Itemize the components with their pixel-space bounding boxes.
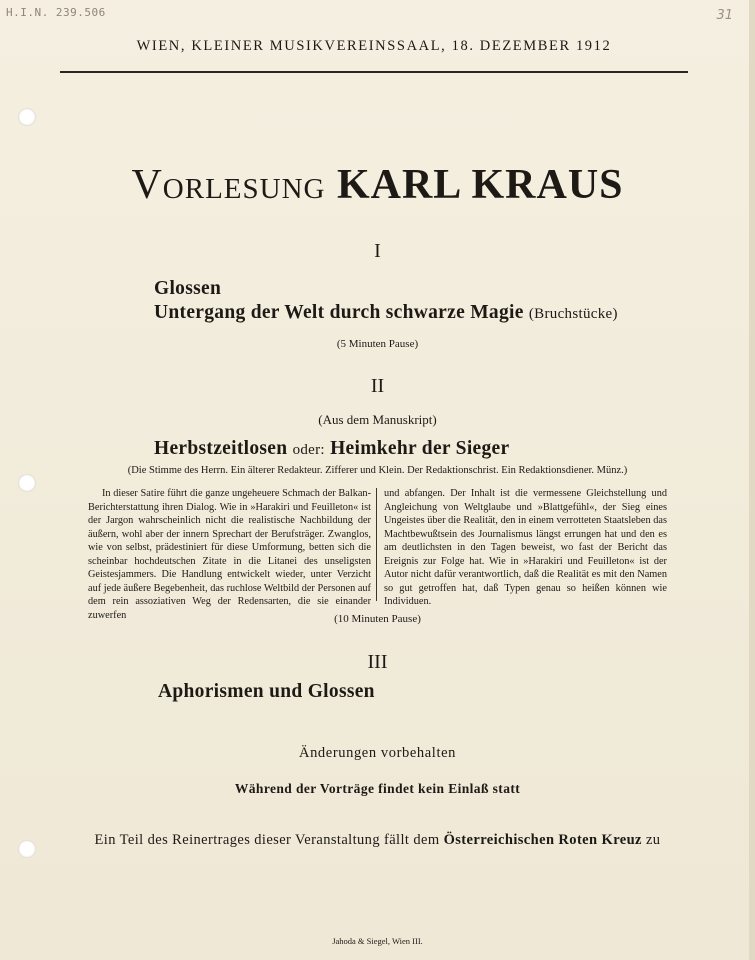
part1-heading-note: (Bruchstücke) (528, 306, 618, 322)
part2-heading (154, 438, 509, 460)
printer-imprint: Jahoda & Siegel, Wien III. (332, 936, 423, 946)
charity-prefix: Ein Teil des Reinertrages dieser Veranstaltung fällt dem (94, 832, 440, 848)
header-rule (60, 71, 688, 73)
charity-notice (0, 832, 755, 849)
part-numeral-2: II (370, 375, 385, 397)
page-title (0, 160, 755, 210)
part2-title-b: Heimkehr der Sieger (330, 438, 510, 459)
charity-suffix: zu (645, 832, 661, 848)
paper-edge (749, 0, 755, 960)
pause-note-2: (10 Minuten Pause) (334, 613, 421, 625)
description-right-text: und abfangen. Der Inhalt ist die vermessene Gleichstellung und Angleichung von Weltglaube und »Blattgefühl«, der Sieg eines Ungeistes über die Realität, den in einem verrotteten Staatsleben das Machtbewußtsein des Journalismus längst errungen hat und den es am deutlichsten in den Tagen beweist, wo fast der Bericht das Ereignis zur Folge hat. Wie in »Harakiri und Feuilleton« ist der Autor nicht dafür verantwortlich, daß die Realität es mit den Namen so gut getroffen hat, daß Typen genau so heißen können wie Individuen. (384, 488, 667, 607)
pause-note-1: (5 Minuten Pause) (336, 338, 419, 350)
page-number: 31 (716, 8, 733, 23)
no-entry-notice: Während der Vorträge findet kein Einlaß statt (234, 781, 521, 796)
archive-note: H.I.N. 239.506 (6, 6, 106, 19)
part1-heading-glossen: Glossen (154, 278, 222, 299)
charity-org: Österreichischen Roten Kreuz (443, 832, 642, 848)
changes-notice: Änderungen vorbehalten (299, 745, 456, 761)
part3-heading: Aphorismen und Glossen (158, 681, 375, 702)
title-prefix: Vorlesung (131, 162, 326, 208)
venue-line: WIEN, KLEINER MUSIKVEREINSSAAL, 18. DEZEMBER 1912 (136, 38, 612, 54)
part-numeral-1: I (374, 240, 381, 262)
part-numeral-3: III (367, 651, 388, 673)
punch-hole (18, 474, 36, 492)
manuscript-note: (Aus dem Manuskript) (318, 412, 437, 427)
description-column-left (88, 487, 371, 622)
title-name: KARL KRAUS (336, 162, 624, 208)
part1-heading-untergang (154, 302, 618, 324)
column-divider (376, 488, 377, 601)
description-column-right (384, 487, 667, 609)
description-left-text: In dieser Satire führt die ganze ungeheuere Schmach der Balkan-Berichterstattung ihren Dialog. Wie in »Harakiri und Feuilleton« ist der Jargon wahrscheinlich nicht die realistische Nachbildung der äußern, wohl aber der innern Sprechart der Berufsträger. Zwanglos, wie von selbst, prädestiniert für diese Umformung, betten sich die scheinbar hochdeutschen Zitate in die Litanei des unseligsten Geistesjammers. Die Handlung entwickelt wieder, unter Verzicht auf jede äußere Begebenheit, das ruchlose Weltbild der Personen auf dem rein assoziativen Weg der Redensarten, die sie einander zuwerfen (88, 488, 371, 621)
punch-hole (18, 108, 36, 126)
part2-title-a: Herbstzeitlosen (154, 438, 288, 459)
cast-list: (Die Stimme des Herrn. Ein älterer Redakteur. Zifferer und Klein. Der Redaktionschrist. Ein Redaktionsdiener. Münz.) (127, 465, 628, 476)
part2-title-joiner: oder: (292, 442, 325, 458)
part1-heading-title: Untergang der Welt durch schwarze Magie (154, 302, 524, 323)
